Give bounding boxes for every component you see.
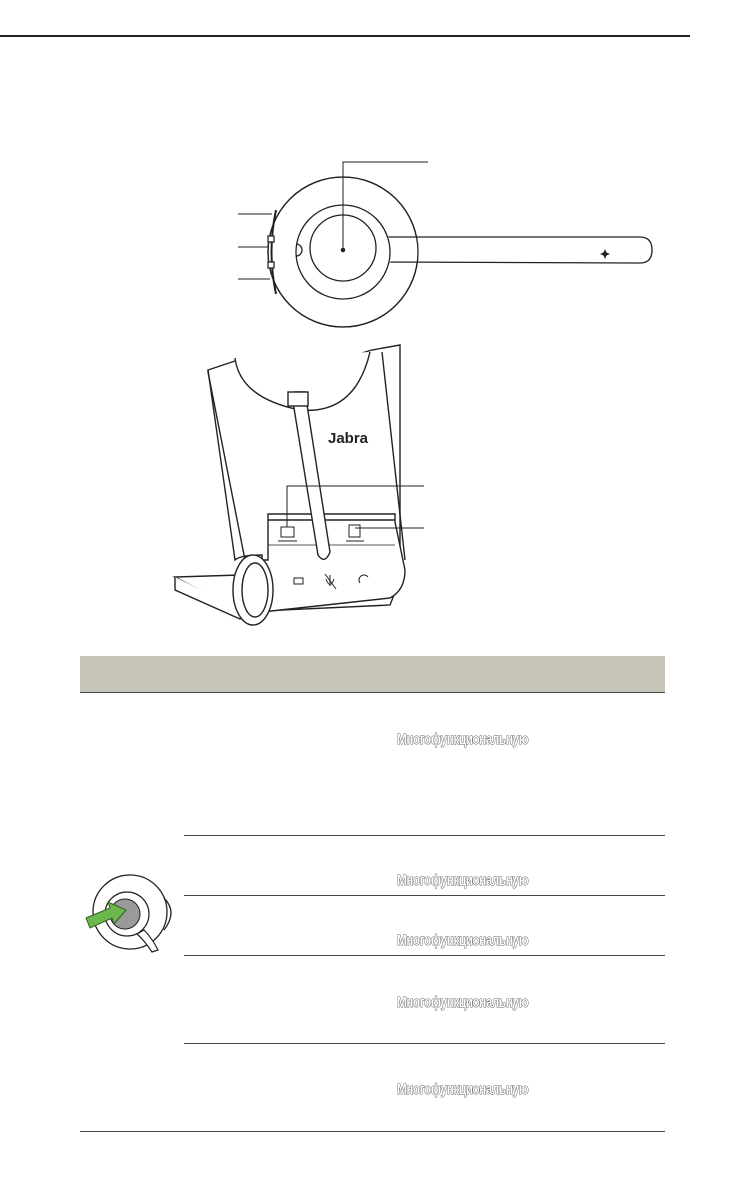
multifunction-button-label: Многофункциональную xyxy=(397,994,529,1011)
volume-button xyxy=(268,236,274,242)
table-header xyxy=(80,656,665,693)
table-bottom-rule xyxy=(80,1131,665,1132)
brand-logo: Jabra xyxy=(328,430,369,447)
boom-arm xyxy=(380,237,652,263)
multifunction-button-label: Многофункциональную xyxy=(397,731,529,748)
headset-illustration xyxy=(268,177,652,327)
press-button-illustration xyxy=(82,868,182,958)
earpiece-center-dot xyxy=(341,248,344,251)
multifunction-button-label: Многофункциональную xyxy=(397,872,529,889)
multifunction-button-label: Многофункциональную xyxy=(397,1081,529,1098)
row-divider xyxy=(184,835,665,836)
row-divider xyxy=(184,955,665,956)
battery-icon xyxy=(294,578,303,584)
row-divider xyxy=(184,1043,665,1044)
row-divider xyxy=(184,895,665,896)
base-station-illustration xyxy=(175,345,405,625)
multifunction-button-label: Многофункциональную xyxy=(397,932,529,949)
